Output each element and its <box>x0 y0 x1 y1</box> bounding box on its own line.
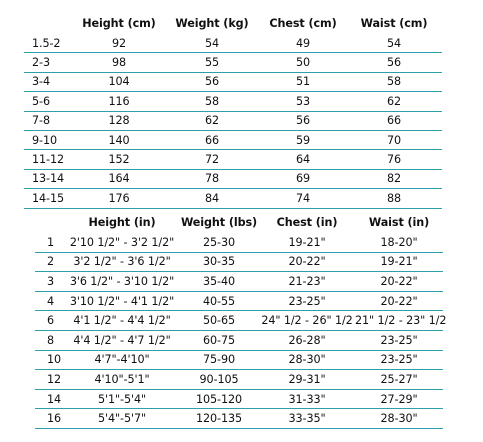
height-cell: 5'1"-5'4" <box>65 389 179 409</box>
row-label: 11-12 <box>24 150 74 169</box>
table-header-row <box>35 211 443 233</box>
weight-cell: 72 <box>164 150 260 169</box>
table-row <box>24 34 442 53</box>
row-label: 2-3 <box>24 53 74 72</box>
table-row <box>35 291 443 311</box>
weight-cell: 25-30 <box>179 233 259 252</box>
row-label: 14 <box>35 389 65 409</box>
column-header-chest: Chest (cm) <box>269 16 337 30</box>
column-header-chest: Chest (in) <box>276 215 338 229</box>
waist-cell: 20-22" <box>355 291 443 311</box>
height-cell: 4'1 1/2" - 4'4 1/2" <box>65 311 179 331</box>
row-label: 1 <box>35 233 65 252</box>
waist-cell: 54 <box>346 34 442 53</box>
height-cell: 98 <box>74 53 164 72</box>
table-row <box>24 111 442 130</box>
row-label: 1.5-2 <box>24 34 74 53</box>
chest-cell: 51 <box>260 72 346 91</box>
table-row <box>24 169 442 188</box>
row-label: 13-14 <box>24 169 74 188</box>
table-row <box>35 311 443 331</box>
height-cell: 3'2 1/2" - 3'6 1/2" <box>65 252 179 272</box>
row-label: 14-15 <box>24 189 74 208</box>
weight-cell: 50-65 <box>179 311 259 331</box>
column-header-weight: Weight (lbs) <box>180 215 258 229</box>
height-cell: 140 <box>74 130 164 149</box>
waist-cell: 56 <box>346 53 442 72</box>
chest-cell: 53 <box>260 92 346 111</box>
weight-cell: 58 <box>164 92 260 111</box>
chest-cell: 26-28" <box>259 330 355 350</box>
row-label: 10 <box>35 350 65 370</box>
waist-cell: 18-20" <box>355 233 443 252</box>
chest-cell: 31-33" <box>259 389 355 409</box>
weight-cell: 120-135 <box>179 409 259 429</box>
waist-cell: 28-30" <box>355 409 443 429</box>
weight-cell: 75-90 <box>179 350 259 370</box>
column-header-size <box>35 211 65 233</box>
table-header-row <box>24 12 442 34</box>
column-header-weight: Weight (kg) <box>175 16 249 30</box>
row-label: 12 <box>35 370 65 390</box>
waist-cell: 27-29" <box>355 389 443 409</box>
row-label: 5-6 <box>24 92 74 111</box>
weight-cell: 35-40 <box>179 272 259 292</box>
table-row <box>35 409 443 429</box>
waist-cell: 82 <box>346 169 442 188</box>
height-cell: 152 <box>74 150 164 169</box>
chest-cell: 21-23" <box>259 272 355 292</box>
column-header-height: Height (cm) <box>82 16 156 30</box>
weight-cell: 30-35 <box>179 252 259 272</box>
column-header-height: Height (in) <box>88 215 156 229</box>
chest-cell: 69 <box>260 169 346 188</box>
chest-cell: 64 <box>260 150 346 169</box>
height-cell: 2'10 1/2" - 3'2 1/2" <box>65 233 179 252</box>
chest-cell: 24" 1/2 - 26" 1/2 <box>259 311 355 331</box>
waist-cell: 66 <box>346 111 442 130</box>
table-row <box>35 350 443 370</box>
waist-cell: 23-25" <box>355 350 443 370</box>
weight-cell: 55 <box>164 53 260 72</box>
row-label: 3-4 <box>24 72 74 91</box>
table-row <box>24 130 442 149</box>
chest-cell: 28-30" <box>259 350 355 370</box>
weight-cell: 90-105 <box>179 370 259 390</box>
chest-cell: 74 <box>260 189 346 208</box>
chest-cell: 50 <box>260 53 346 72</box>
height-cell: 4'7"-4'10" <box>65 350 179 370</box>
table-row <box>24 92 442 111</box>
chest-cell: 33-35" <box>259 409 355 429</box>
height-cell: 5'4"-5'7" <box>65 409 179 429</box>
waist-cell: 88 <box>346 189 442 208</box>
height-cell: 3'10 1/2" - 4'1 1/2" <box>65 291 179 311</box>
waist-cell: 58 <box>346 72 442 91</box>
waist-cell: 20-22" <box>355 272 443 292</box>
table-row <box>24 72 442 91</box>
chest-cell: 49 <box>260 34 346 53</box>
table-row <box>35 330 443 350</box>
row-label: 3 <box>35 272 65 292</box>
height-cell: 3'6 1/2" - 3'10 1/2" <box>65 272 179 292</box>
height-cell: 92 <box>74 34 164 53</box>
chest-cell: 23-25" <box>259 291 355 311</box>
table-row <box>24 150 442 169</box>
column-header-waist: Waist (in) <box>368 215 430 229</box>
waist-cell: 19-21" <box>355 252 443 272</box>
column-header-waist: Waist (cm) <box>360 16 428 30</box>
chest-cell: 29-31" <box>259 370 355 390</box>
row-label: 16 <box>35 409 65 429</box>
waist-cell: 62 <box>346 92 442 111</box>
row-label: 4 <box>35 291 65 311</box>
waist-cell: 70 <box>346 130 442 149</box>
height-cell: 176 <box>74 189 164 208</box>
height-cell: 4'10"-5'1" <box>65 370 179 390</box>
table-row <box>35 233 443 252</box>
weight-cell: 84 <box>164 189 260 208</box>
table-row <box>35 370 443 390</box>
table-row <box>24 189 442 208</box>
waist-cell: 21" 1/2 - 23" 1/2 <box>355 311 443 331</box>
waist-cell: 25-27" <box>355 370 443 390</box>
weight-cell: 56 <box>164 72 260 91</box>
weight-cell: 105-120 <box>179 389 259 409</box>
weight-cell: 66 <box>164 130 260 149</box>
weight-cell: 40-55 <box>179 291 259 311</box>
table-row <box>35 389 443 409</box>
height-cell: 164 <box>74 169 164 188</box>
height-cell: 128 <box>74 111 164 130</box>
column-header-age <box>24 12 74 34</box>
height-cell: 4'4 1/2" - 4'7 1/2" <box>65 330 179 350</box>
table-row <box>35 272 443 292</box>
weight-cell: 78 <box>164 169 260 188</box>
weight-cell: 54 <box>164 34 260 53</box>
height-cell: 104 <box>74 72 164 91</box>
chest-cell: 20-22" <box>259 252 355 272</box>
height-cell: 116 <box>74 92 164 111</box>
row-label: 9-10 <box>24 130 74 149</box>
size-chart-cm-table <box>24 12 442 209</box>
weight-cell: 60-75 <box>179 330 259 350</box>
weight-cell: 62 <box>164 111 260 130</box>
waist-cell: 76 <box>346 150 442 169</box>
table-row <box>24 53 442 72</box>
row-label: 8 <box>35 330 65 350</box>
size-chart-inches-table <box>35 211 447 429</box>
waist-cell: 23-25" <box>355 330 443 350</box>
table-row <box>35 252 443 272</box>
row-label: 6 <box>35 311 65 331</box>
chest-cell: 19-21" <box>259 233 355 252</box>
chest-cell: 56 <box>260 111 346 130</box>
row-label: 7-8 <box>24 111 74 130</box>
chest-cell: 59 <box>260 130 346 149</box>
row-label: 2 <box>35 252 65 272</box>
